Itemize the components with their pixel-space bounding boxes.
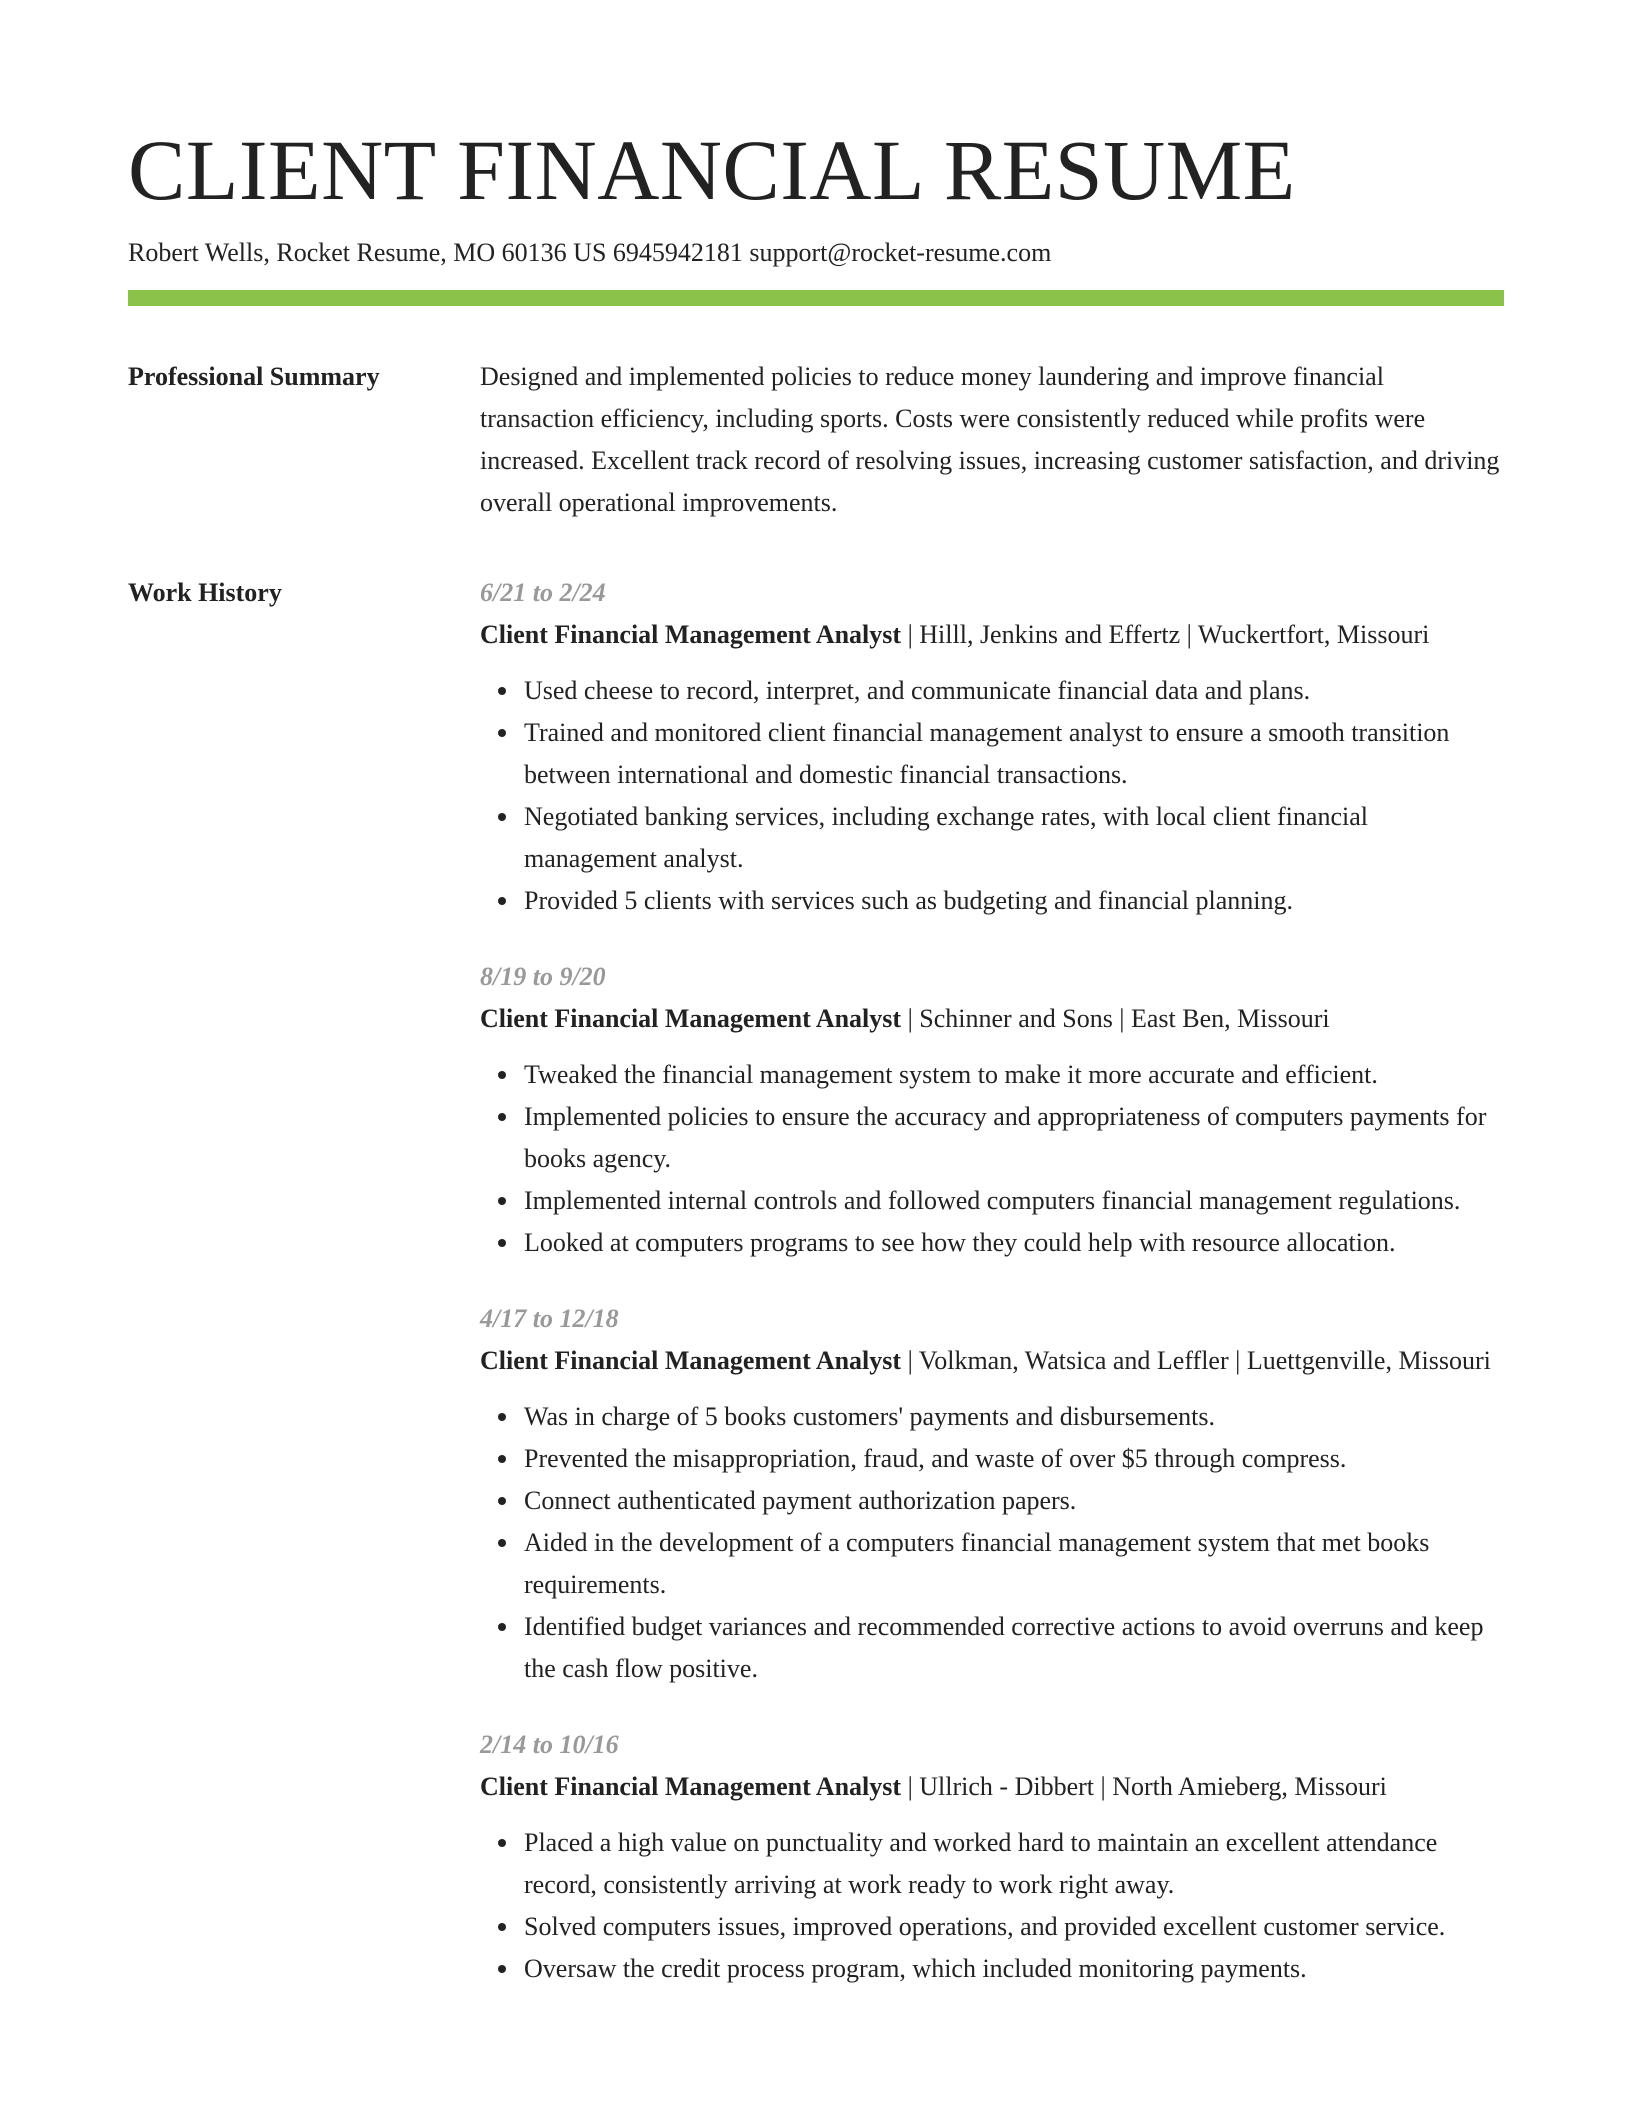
job-entry	[480, 1298, 1504, 1690]
bullet-item: Tweaked the financial management system to make it more accurate and efficient.	[524, 1054, 1504, 1096]
summary-body	[480, 356, 1504, 524]
bullet-item: Solved computers issues, improved operations, and provided excellent customer service.	[524, 1906, 1504, 1948]
bullet-item: Was in charge of 5 books customers' payments and disbursements.	[524, 1396, 1504, 1438]
job-dates: 2/14 to 10/16	[480, 1730, 619, 1759]
job-company-location: | Hilll, Jenkins and Effertz | Wuckertfort, Missouri	[901, 620, 1430, 649]
bullet-item: Identified budget variances and recommended corrective actions to avoid overruns and keep the cash flow positive.	[524, 1606, 1504, 1690]
bullet-item: Negotiated banking services, including exchange rates, with local client financial management analyst.	[524, 796, 1504, 880]
bullet-item: Implemented internal controls and followed computers financial management regulations.	[524, 1180, 1504, 1222]
resume-page	[128, 118, 1504, 2024]
job-title: Client Financial Management Analyst	[480, 1772, 902, 1801]
job-company-location: | Volkman, Watsica and Leffler | Luettgenville, Missouri	[901, 1346, 1491, 1375]
work-history-body	[480, 572, 1504, 2024]
job-bullets	[480, 1396, 1504, 1690]
contact-line: Robert Wells, Rocket Resume, MO 60136 US 6945942181 support@rocket-resume.com	[128, 238, 1052, 267]
job-entry	[480, 572, 1504, 922]
job-company-location: | Schinner and Sons | East Ben, Missouri	[901, 1004, 1330, 1033]
bullet-item: Used cheese to record, interpret, and communicate financial data and plans.	[524, 670, 1504, 712]
job-bullets	[480, 1054, 1504, 1264]
professional-summary-section	[128, 356, 1504, 524]
bullet-item: Prevented the misappropriation, fraud, and waste of over $5 through compress.	[524, 1438, 1504, 1480]
bullet-item: Placed a high value on punctuality and worked hard to maintain an excellent attendance record, consistently arriving at work ready to work right away.	[524, 1822, 1504, 1906]
bullet-item: Trained and monitored client financial management analyst to ensure a smooth transition between international and domestic financial transactions.	[524, 712, 1504, 796]
job-dates: 8/19 to 9/20	[480, 962, 606, 991]
job-title: Client Financial Management Analyst	[480, 620, 902, 649]
job-heading	[480, 614, 1504, 656]
job-entry	[480, 1724, 1504, 1990]
section-label-work: Work History	[128, 578, 282, 607]
job-dates: 6/21 to 2/24	[480, 578, 606, 607]
bullet-item: Oversaw the credit process program, which included monitoring payments.	[524, 1948, 1504, 1990]
job-bullets	[480, 670, 1504, 922]
job-heading	[480, 1340, 1504, 1382]
job-heading	[480, 998, 1504, 1040]
job-dates: 4/17 to 12/18	[480, 1304, 619, 1333]
job-title: Client Financial Management Analyst	[480, 1004, 902, 1033]
bullet-item: Aided in the development of a computers financial management system that met books requirements.	[524, 1522, 1504, 1606]
job-title: Client Financial Management Analyst	[480, 1346, 902, 1375]
bullet-item: Connect authenticated payment authorization papers.	[524, 1480, 1504, 1522]
job-company-location: | Ullrich - Dibbert | North Amieberg, Missouri	[901, 1772, 1387, 1801]
section-label-summary: Professional Summary	[128, 362, 380, 391]
bullet-item: Implemented policies to ensure the accuracy and appropriateness of computers payments for books agency.	[524, 1096, 1504, 1180]
job-bullets	[480, 1822, 1504, 1990]
header-divider	[128, 290, 1504, 306]
bullet-item: Provided 5 clients with services such as budgeting and financial planning.	[524, 880, 1504, 922]
summary-text: Designed and implemented policies to reduce money laundering and improve financial transaction efficiency, including sports. Costs were consistently reduced while profits were increased. Excellent track record of resolving issues, increasing customer satisfaction, and driving overall operational improvements.	[480, 362, 1500, 517]
bullet-item: Looked at computers programs to see how they could help with resource allocation.	[524, 1222, 1504, 1264]
job-heading	[480, 1766, 1504, 1808]
work-history-section	[128, 572, 1504, 2024]
resume-title: CLIENT FINANCIAL RESUME	[128, 122, 1296, 218]
job-entry	[480, 956, 1504, 1264]
